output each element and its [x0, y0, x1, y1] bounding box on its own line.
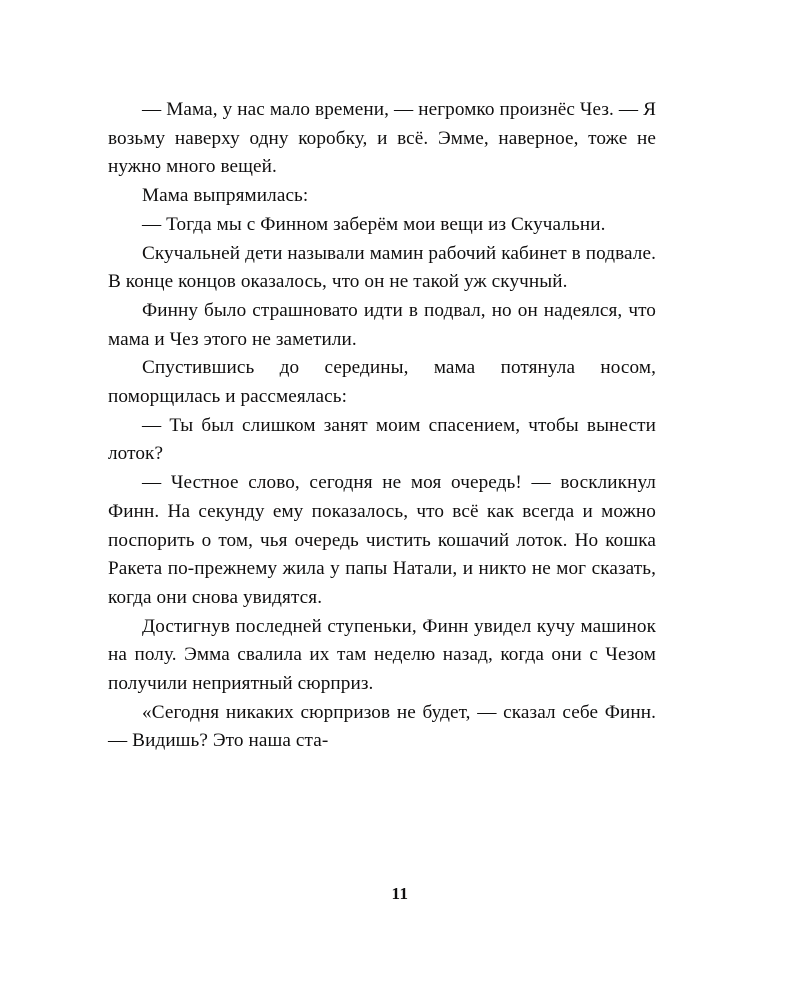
paragraph: — Тогда мы с Финном заберём мои вещи из Скучальни.	[142, 213, 606, 235]
paragraph: Финну было страшновато идти в подвал, но он надеялся, что мама и Чез этого не заметили.	[108, 299, 656, 350]
paragraph: — Честное слово, сегодня не моя очередь! — воскликнул Финн. На секунду ему показалось, что всё как всегда и можно поспорить о том, чья очередь чистить кошачий лоток. Но кошка Ракета по-прежнему жила у папы Натали, и никто не мог сказать, когда они снова увидятся.	[108, 472, 656, 608]
page-number: 11	[391, 884, 409, 903]
paragraph: Спустившись до середины, мама потянула носом, поморщилась и рассмеялась:	[108, 357, 656, 408]
paragraph: Мама выпрямилась:	[142, 185, 309, 207]
paragraph: Достигнув последней ступеньки, Финн увидел кучу машинок на полу. Эмма свалила их там неделю назад, когда они с Чезом получили неприятный сюрприз.	[108, 615, 656, 695]
paragraph: «Сегодня никаких сюрпризов не будет, — сказал себе Финн. — Видишь? Это наша ста-	[108, 701, 656, 752]
paragraph: — Мама, у нас мало времени, — негромко произнёс Чез. — Я возьму наверху одну коробку, и всё. Эмме, наверное, тоже не нужно много вещей.	[108, 99, 656, 178]
paragraph: — Ты был слишком занят моим спасением, чтобы вынести лоток?	[108, 414, 656, 465]
paragraph: Скучальней дети называли мамин рабочий кабинет в подвале. В конце концов оказалось, что он не такой уж скучный.	[108, 242, 656, 293]
body-text	[108, 96, 656, 756]
